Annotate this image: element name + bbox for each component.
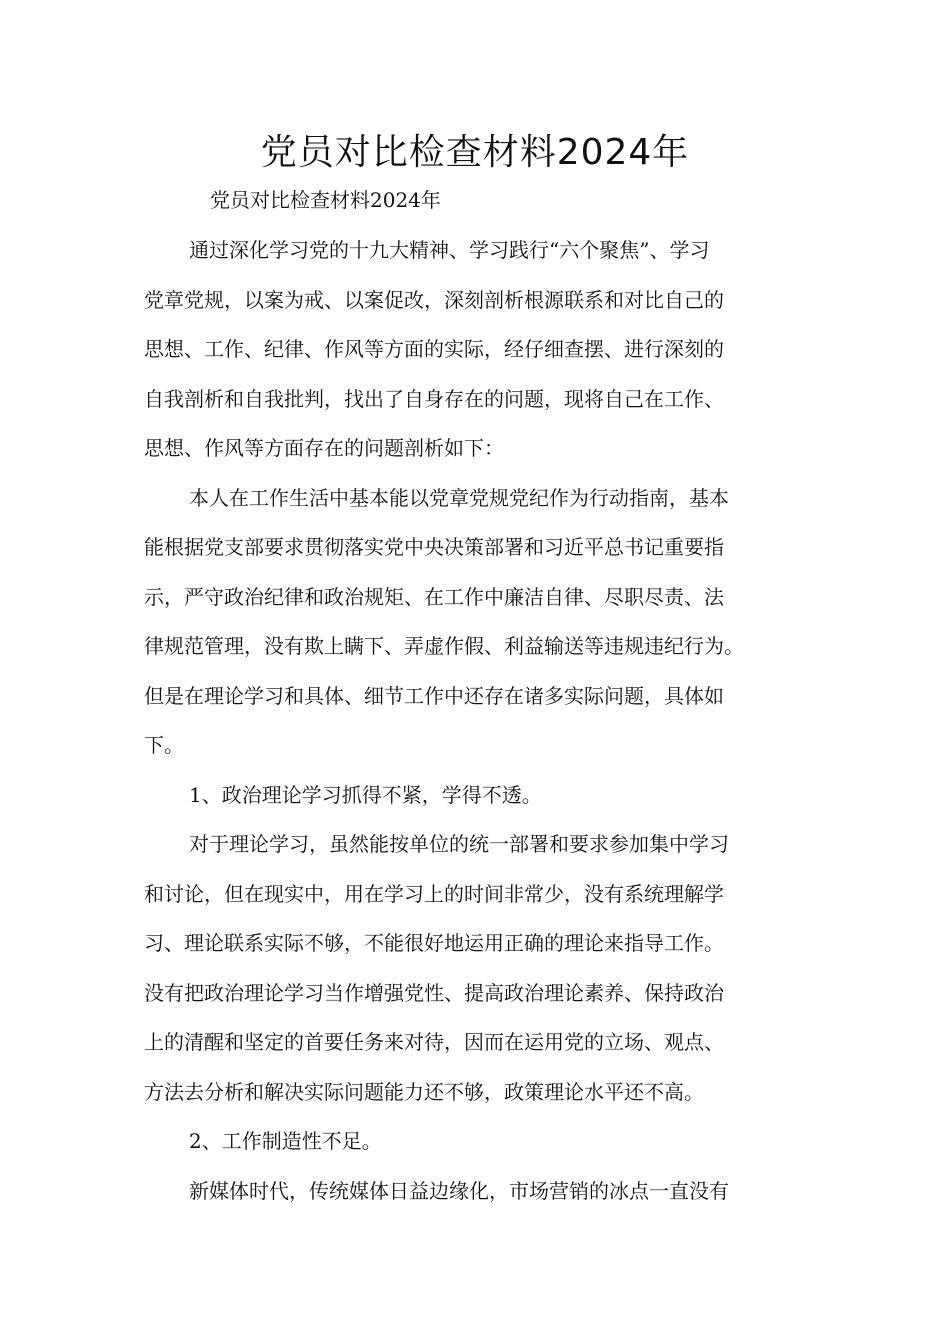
text-line: 2、工作制造性不足。 bbox=[189, 1129, 382, 1153]
text-line: 和讨论，但在现实中，用在学习上的时间非常少，没有系统理解学 bbox=[144, 881, 724, 906]
text-line: 能根据党支部要求贯彻落实党中央决策部署和习近平总书记重要指 bbox=[144, 535, 724, 559]
text-line: 思想、作风等方面存在的问题剖析如下： bbox=[144, 436, 504, 460]
section-heading bbox=[144, 771, 806, 821]
text-line: 上的清醒和坚定的首要任务来对待，因而在运用党的立场、观点、 bbox=[144, 1030, 724, 1054]
paragraph bbox=[144, 820, 806, 1117]
text-line: 对于理论学习，虽然能按单位的统一部署和要求参加集中学习 bbox=[189, 832, 729, 856]
document-subtitle: 党员对比检查材料2024年 bbox=[210, 188, 441, 212]
text-line: 律规范管理，没有欺上瞒下、弄虚作假、利益输送等违规违纪行为。 bbox=[144, 634, 744, 658]
text-line: 新媒体时代，传统媒体日益边缘化，市场营销的冰点一直没有 bbox=[189, 1178, 729, 1203]
paragraph bbox=[144, 1167, 806, 1217]
text-line: 通过深化学习党的十九大精神、学习践行“六个聚焦”、学习 bbox=[189, 238, 710, 262]
paragraph bbox=[144, 226, 806, 474]
text-line: 示，严守政治纪律和政治规矩、在工作中廉洁自律、尽职尽责、法 bbox=[144, 584, 724, 609]
text-line: 但是在理论学习和具体、细节工作中还存在诸多实际问题，具体如 bbox=[144, 683, 724, 708]
section-heading bbox=[144, 1117, 806, 1167]
text-line: 本人在工作生活中基本能以党章党规党纪作为行动指南，基本 bbox=[189, 485, 729, 510]
text-line: 自我剖析和自我批判，找出了自身存在的问题，现将自己在工作、 bbox=[144, 386, 724, 411]
document-body bbox=[144, 226, 806, 1216]
paragraph bbox=[144, 474, 806, 771]
text-line: 没有把政治理论学习当作增强党性、提高政治理论素养、保持政治 bbox=[144, 980, 724, 1005]
document-title: 党员对比检查材料2024年 bbox=[260, 132, 690, 173]
text-line: 思想、工作、纪律、作风等方面的实际，经仔细查摆、进行深刻的 bbox=[144, 337, 724, 361]
text-line: 习、理论联系实际不够，不能很好地运用正确的理论来指导工作。 bbox=[144, 931, 724, 955]
text-line: 方法去分析和解决实际问题能力还不够，政策理论水平还不高。 bbox=[144, 1079, 704, 1104]
text-line: 党章党规，以案为戒、以案促改，深刻剖析根源联系和对比自己的 bbox=[144, 287, 724, 312]
text-line: 1、政治理论学习抓得不紧，学得不透。 bbox=[189, 782, 542, 807]
text-line: 下。 bbox=[144, 733, 184, 757]
